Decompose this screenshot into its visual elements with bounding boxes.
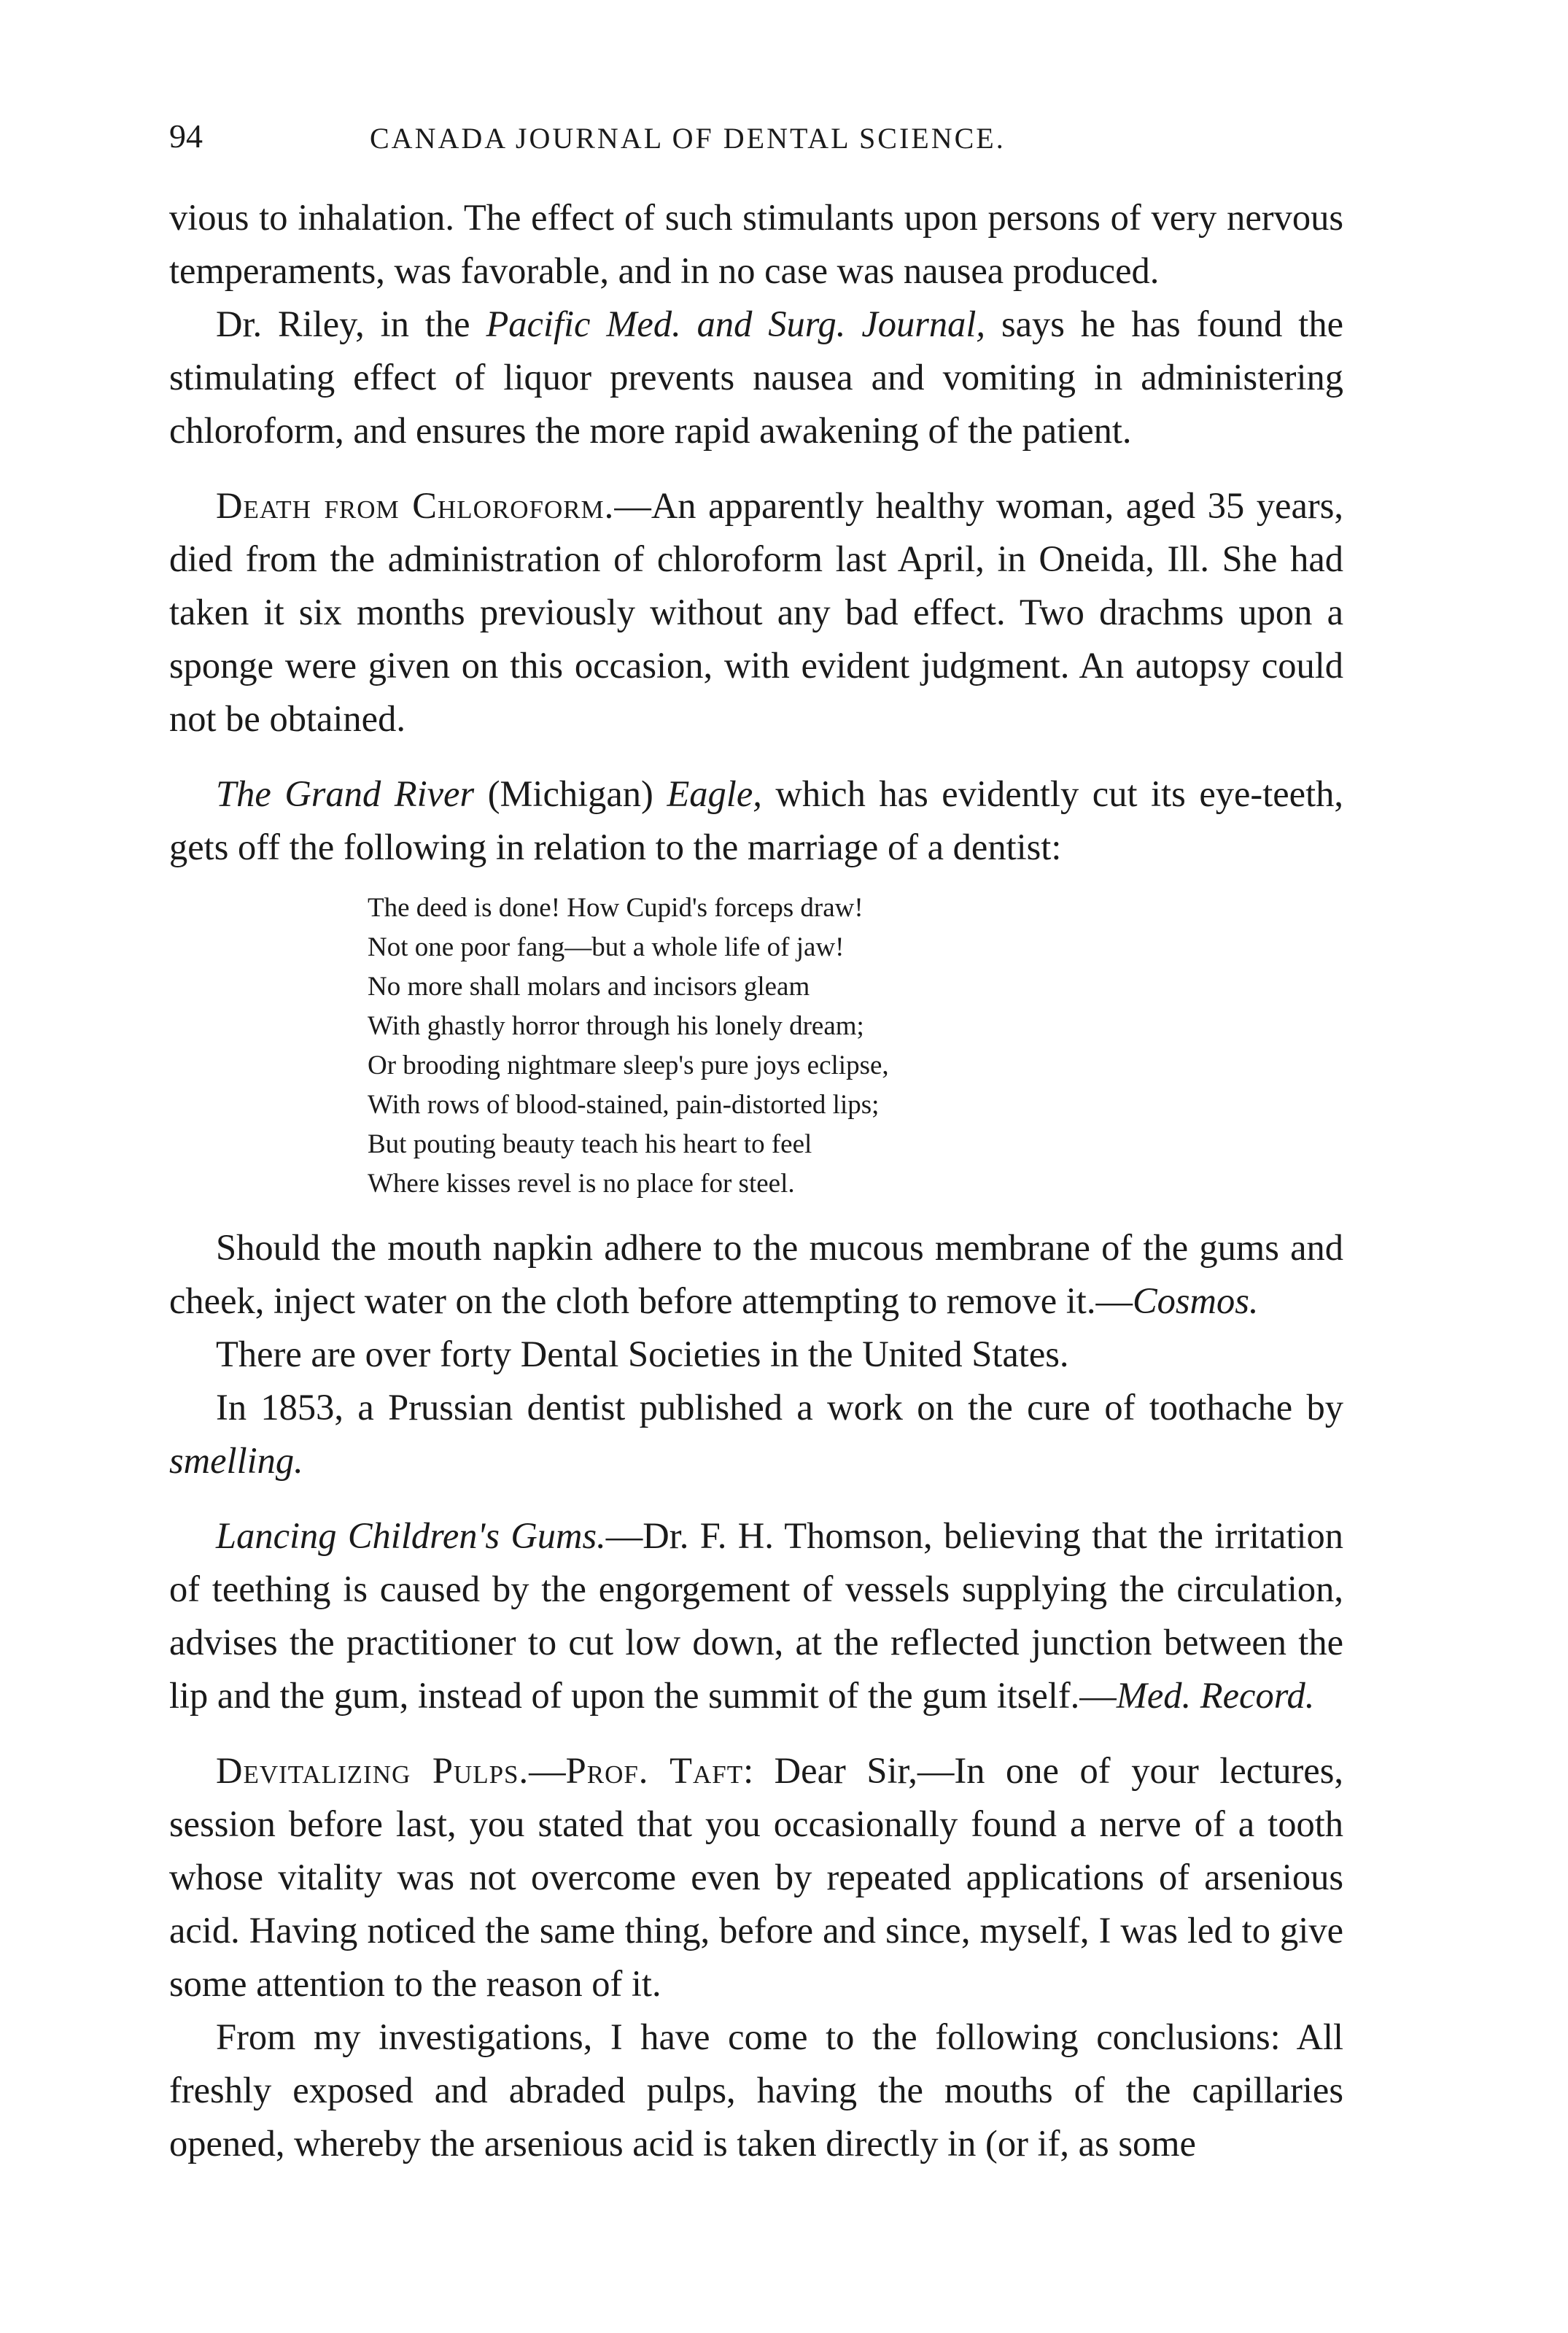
section-heading: Devitalizing Pulps.	[216, 1750, 529, 1791]
newspaper-name: Eagle,	[667, 773, 762, 814]
paragraph-grand-river-eagle	[169, 767, 1343, 874]
paragraph-lancing-gums	[169, 1509, 1343, 1722]
paragraph-prussian-dentist	[169, 1381, 1343, 1487]
paragraph-death-from-chloroform	[169, 479, 1343, 746]
text-run: which has evidently cut its eye-teeth, gets off the following in relation to the marriage of a dentist:	[169, 773, 1343, 867]
article-body	[169, 191, 1343, 2170]
source-citation: Cosmos.	[1132, 1280, 1259, 1321]
emphasis: smelling.	[169, 1440, 303, 1481]
text-run: Dr. Riley, in the	[216, 303, 486, 344]
newspaper-name: The Grand River	[216, 773, 475, 814]
poem-line: With rows of blood-stained, pain-distorted lips;	[368, 1090, 880, 1120]
journal-citation: Pacific Med. and Surg. Journal,	[486, 303, 986, 344]
poem-line: Or brooding nightmare sleep's pure joys eclipse,	[368, 1051, 889, 1080]
journal-title: CANADA JOURNAL OF DENTAL SCIENCE.	[370, 122, 1006, 155]
poem-line: But pouting beauty teach his heart to feel	[368, 1129, 812, 1159]
text-run: : Dear Sir,—In one of your lectures, session before last, you stated that you occasionally found a nerve of a tooth whose vitality was not overcome even by repeated applications of arsenious acid. Having noticed the same thing, before and since, myself, I was led to give some attention to the reason of it.	[169, 1750, 1343, 2004]
source-citation: Med. Record.	[1116, 1675, 1315, 1716]
text-run: —	[529, 1750, 566, 1791]
text-run: —An apparently healthy woman, aged 35 years, died from the administration of chloroform last April, in Oneida, Ill. She had taken it six months previously without any bad effect. Two drachms upon a sponge were given on this occasion, with evident judgment. An autopsy could not be obtained.	[169, 485, 1343, 739]
poem-line: The deed is done! How Cupid's forceps draw!	[368, 893, 863, 923]
text-run: —Dr. F. H. Thomson, believing that the irritation of teething is caused by the engorgement of vessels supplying the circulation, advises the practitioner to cut low down, at the reflected junction between the lip and the gum, instead of upon the summit of the gum itself.—	[169, 1515, 1344, 1716]
paragraph-continued: vious to inhalation. The effect of such stimulants upon persons of very nervous temperaments, was favorable, and in no case was nausea produced.	[169, 197, 1343, 291]
text-run: (Michigan)	[474, 773, 667, 814]
paragraph-investigations: From my investigations, I have come to the following conclusions: All freshly exposed and abraded pulps, having the mouths of the capillaries opened, whereby the arsenious acid is taken directly in (or if, as some	[169, 2016, 1343, 2164]
running-header	[169, 117, 1343, 168]
poem-line: With ghastly horror through his lonely dream;	[368, 1011, 864, 1041]
poem-line: Not one poor fang—but a whole life of jaw!	[368, 932, 845, 962]
paragraph-riley	[169, 298, 1343, 457]
page-number: 94	[169, 117, 203, 155]
text-run: Should the mouth napkin adhere to the mucous membrane of the gums and cheek, inject water on the cloth before attempting to remove it.—	[169, 1227, 1343, 1321]
paragraph-dental-societies: There are over forty Dental Societies in the United States.	[216, 1334, 1069, 1374]
poem-line: Where kisses revel is no place for steel.	[368, 1169, 795, 1199]
text-run: In 1853, a Prussian dentist published a work on the cure of toothache by	[216, 1387, 1343, 1428]
addressee: Prof. Taft	[565, 1750, 744, 1791]
paragraph-devitalizing-pulps	[169, 1744, 1343, 2011]
text-run: says he has found the stimulating effect of liquor prevents nausea and vomiting in administering chloroform, and ensures the more rapid awakening of the patient.	[169, 303, 1343, 451]
poem-line: No more shall molars and incisors gleam	[368, 972, 810, 1002]
section-heading: Lancing Children's Gums.	[216, 1515, 606, 1556]
paragraph-mouth-napkin	[169, 1221, 1343, 1328]
section-heading: Death from Chloroform.	[216, 485, 615, 526]
poem	[368, 889, 1343, 1204]
